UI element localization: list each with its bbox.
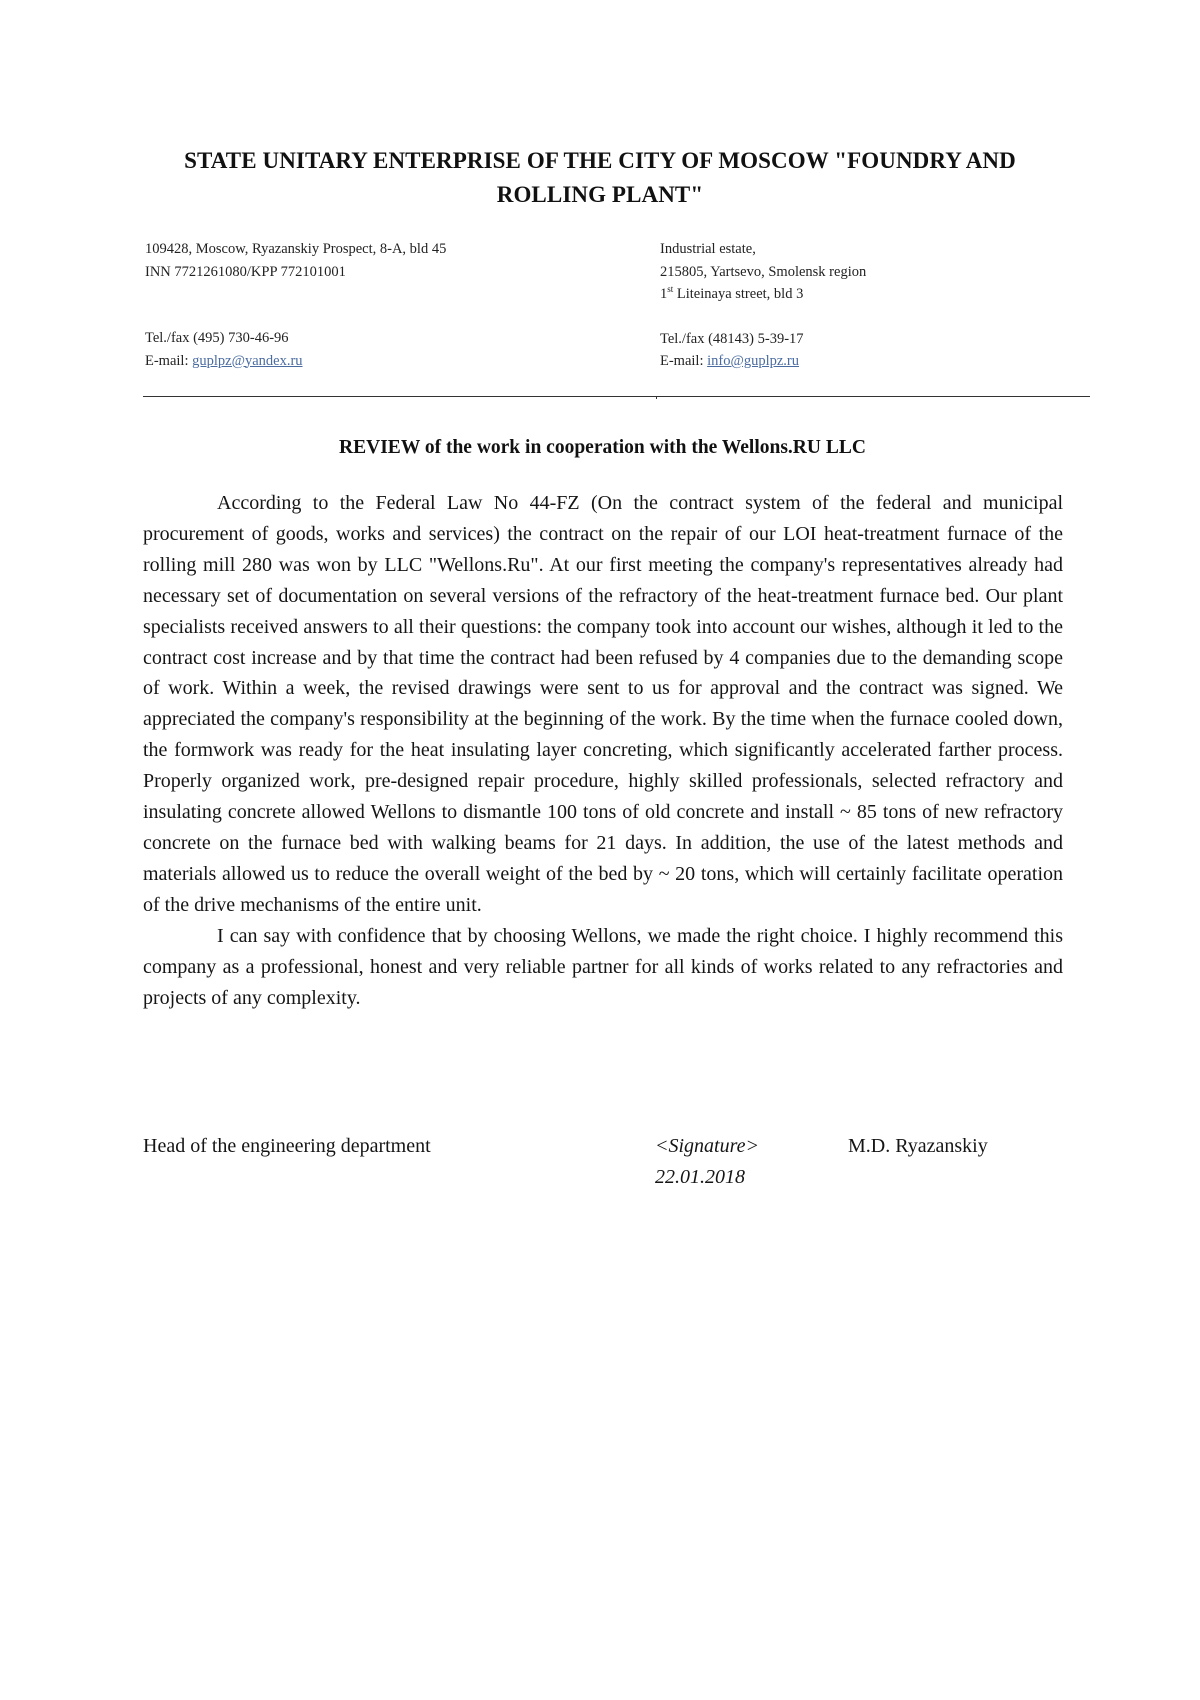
phone-fax: Tel./fax (48143) 5-39-17 — [660, 330, 804, 347]
address-line — [660, 283, 1090, 306]
address-line: 109428, Moscow, Ryazanskiy Prospect, 8-A, bld 45 — [145, 241, 447, 257]
address-line: Industrial estate, — [660, 241, 756, 257]
signature-and-date — [655, 1131, 759, 1193]
spacer — [145, 305, 625, 327]
spacer — [145, 283, 625, 305]
tax-ids: INN 7721261080/KPP 772101001 — [145, 263, 346, 280]
letter-body — [143, 488, 1063, 1013]
street-name: Liteinaya street, bld 3 — [673, 286, 804, 302]
address-line: 215805, Yartsevo, Smolensk region — [660, 263, 867, 280]
divider-tick — [656, 396, 657, 399]
review-title: REVIEW of the work in cooperation with the Wellons.RU LLC — [339, 437, 866, 458]
signatory-role: Head of the engineering department — [143, 1135, 431, 1157]
email-link-yartsevo[interactable]: info@guplpz.ru — [707, 353, 800, 369]
signature-date: 22.01.2018 — [655, 1166, 745, 1188]
spacer — [660, 306, 1090, 328]
organization-title: STATE UNITARY ENTERPRISE OF THE CITY OF MOSCOW "FOUNDRY AND ROLLING PLANT" — [184, 148, 1016, 207]
phone-fax: Tel./fax (495) 730-46-96 — [145, 330, 289, 346]
contacts-moscow — [145, 238, 625, 372]
signature-placeholder: <Signature> — [655, 1135, 760, 1157]
email-label: E-mail: — [660, 353, 708, 369]
email-link-moscow[interactable]: guplpz@yandex.ru — [192, 352, 303, 369]
signatory-name: M.D. Ryazanskiy — [848, 1135, 988, 1157]
contacts-yartsevo — [660, 238, 1090, 373]
email-row — [660, 350, 1090, 373]
paragraph: According to the Federal Law No 44-FZ (On the contract system of the federal and municipal procurement of goods, works and services) the contract on the repair of our LOI heat-treatment furnace of the rolling mill 280 was won by LLC "Wellons.Ru". At our first meeting the company's representatives already had necessary set of documentation on several versions of the refractory of the heat-treatment furnace bed. Our plant specialists received answers to all their questions: the company took into account our wishes, although it led to the contract cost increase and by that time the contract had been refused by 4 companies due to the demanding scope of work. Within a week, the revised drawings were sent to us for approval and the contract was signed. We appreciated the company's responsibility at the beginning of the work. By the time when the furnace cooled down, the formwork was ready for the heat insulating layer concreting, which significantly accelerated farther process. Properly organized work, pre-designed repair procedure, highly skilled professionals, selected refractory and insulating concrete allowed Wellons to dismantle 100 tons of old concrete and install ~ 85 tons of new refractory concrete on the furnace bed with walking beams for 21 days. In addition, the use of the latest methods and materials allowed us to reduce the overall weight of the bed by ~ 20 tons, which will certainly facilitate operation of the drive mechanisms of the entire unit. — [143, 492, 1063, 916]
street-number: 1 — [660, 286, 668, 302]
paragraph: I can say with confidence that by choosing Wellons, we made the right choice. I highly recommend this company as a professional, honest and very reliable partner for all kinds of works related to any refractories and projects of any complexity. — [143, 924, 1063, 1009]
header-divider — [143, 396, 1090, 397]
email-label: E-mail: — [145, 352, 193, 369]
email-row — [145, 350, 625, 373]
ordinal-suffix: st — [667, 284, 674, 294]
